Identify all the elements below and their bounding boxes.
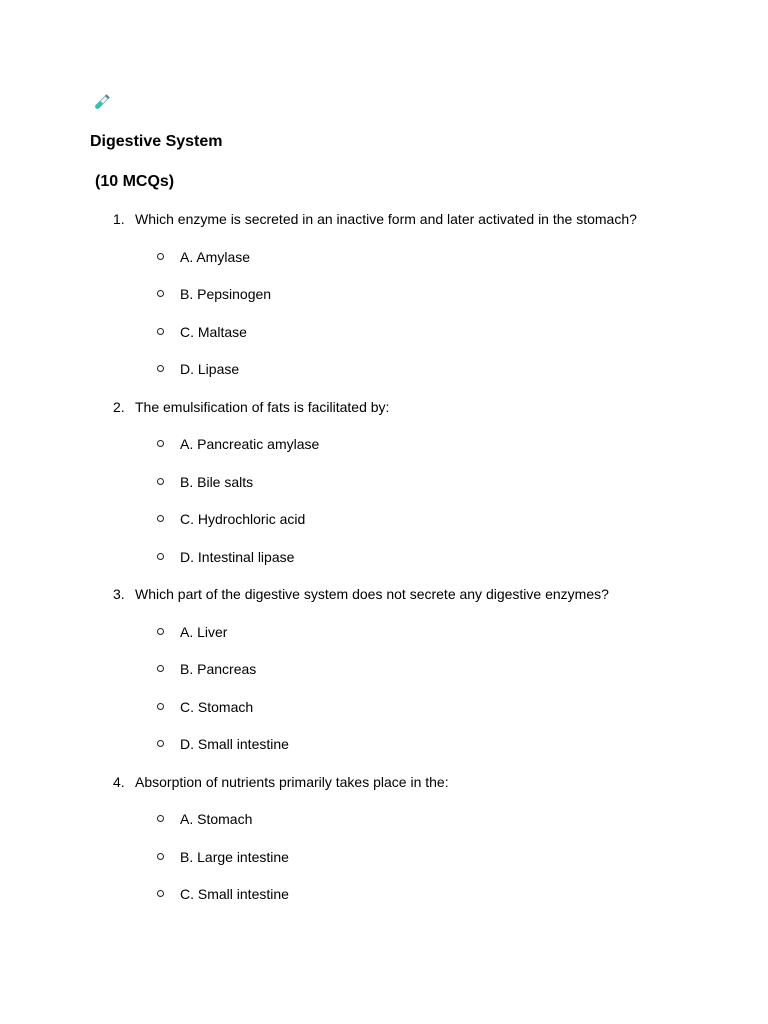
option-text: A. Amylase [180,248,251,265]
question-text: Absorption of nutrients primarily takes place in the: [135,773,449,790]
option-text: B. Bile salts [180,473,254,490]
hollow-bullet-icon [157,515,164,522]
option-text: C. Hydrochloric acid [180,511,306,527]
option-text: D. Intestinal lipase [180,548,295,565]
option-item [0,885,768,904]
option-list [0,623,768,755]
question-list [0,210,768,923]
hollow-bullet-icon [157,665,164,672]
option-text: D. Lipase [180,361,240,377]
question-number: 1. [113,211,125,227]
question-item [0,210,768,379]
hollow-bullet-icon [157,628,164,635]
question-number: 2. [113,398,125,415]
hollow-bullet-icon [157,740,164,747]
option-item [0,623,768,642]
option-item [0,698,768,717]
option-item [0,285,768,304]
option-text: B. Pancreas [180,661,257,677]
option-item [0,510,768,529]
option-text: A. Pancreatic amylase [180,436,320,452]
option-item [0,360,768,379]
hollow-bullet-icon [157,553,164,560]
question-item [0,398,768,567]
option-item [0,248,768,267]
option-item [0,660,768,679]
hollow-bullet-icon [157,328,164,335]
page-subtitle: (10 MCQs) [95,173,175,190]
option-text: C. Stomach [180,698,254,715]
option-item [0,735,768,754]
question-item [0,773,768,905]
option-item [0,848,768,867]
option-item [0,810,768,829]
option-text: C. Maltase [180,323,247,340]
question-number: 3. [113,586,125,602]
option-item [0,323,768,342]
option-list [0,435,768,567]
hollow-bullet-icon [157,703,164,710]
option-text: D. Small intestine [180,736,289,752]
question-text: Which enzyme is secreted in an inactive form and later activated in the stomach? [135,211,637,227]
option-item [0,473,768,492]
page-title: Digestive System [90,133,223,150]
question-item [0,585,768,754]
question-text: The emulsification of fats is facilitated by: [135,398,390,415]
hollow-bullet-icon [157,290,164,297]
option-list [0,248,768,380]
test-tube-icon [90,92,112,114]
option-text: A. Stomach [180,811,253,827]
option-text: B. Pepsinogen [180,286,272,302]
hollow-bullet-icon [157,815,164,822]
option-list [0,810,768,904]
question-number: 4. [113,773,125,790]
option-text: B. Large intestine [180,848,289,865]
hollow-bullet-icon [157,853,164,860]
hollow-bullet-icon [157,478,164,485]
option-text: A. Liver [180,623,228,640]
option-item [0,548,768,567]
hollow-bullet-icon [157,365,164,372]
option-text: C. Small intestine [180,886,289,902]
hollow-bullet-icon [157,440,164,447]
option-item [0,435,768,454]
hollow-bullet-icon [157,253,164,260]
hollow-bullet-icon [157,890,164,897]
question-text: Which part of the digestive system does not secrete any digestive enzymes? [135,586,609,602]
